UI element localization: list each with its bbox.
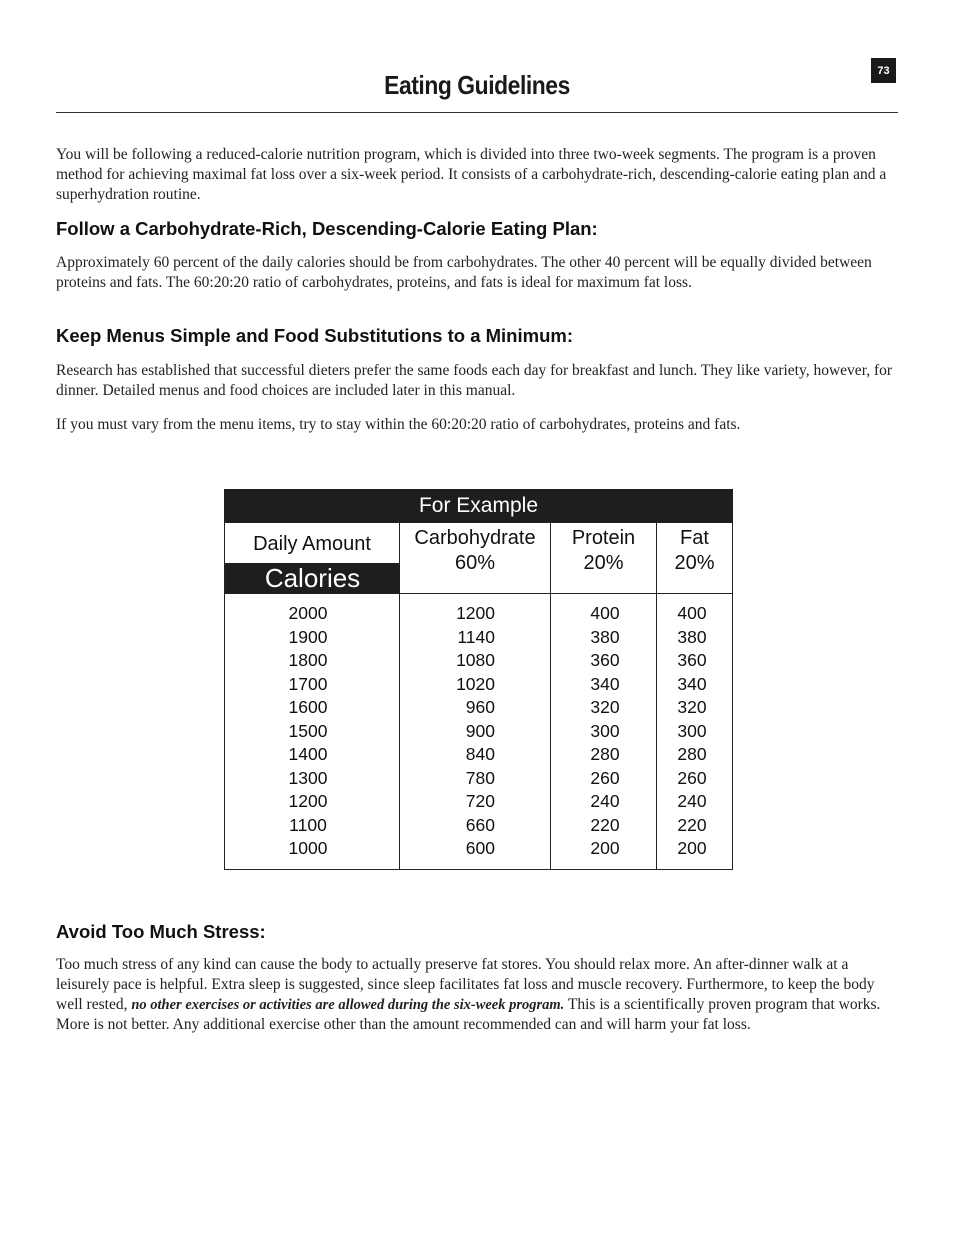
calories-column <box>283 602 333 861</box>
table-cell: 400 <box>590 603 620 623</box>
table-cell: 1800 <box>288 650 328 670</box>
carbohydrate-percent: 60% <box>454 552 496 574</box>
table-cell: 200 <box>677 838 707 858</box>
section-text-menus-ratio: If you must vary from the menu items, try to stay within the 60:20:20 ratio of carbohydrates, proteins and fats. <box>56 416 741 433</box>
table-cell: 1200 <box>456 603 495 623</box>
table-cell: 240 <box>677 791 707 811</box>
carbohydrate-label: Carbohydrate <box>414 527 536 549</box>
table-cell: 1080 <box>456 650 495 670</box>
table-cell: 720 <box>465 791 495 811</box>
column-header-fat <box>657 526 732 576</box>
table-cell: 1100 <box>289 814 327 835</box>
table-cell: 260 <box>677 767 707 788</box>
section-text-menus: Research has established that successful dieters prefer the same foods each day for breakfast and lunch. They like variety, however, for dinner. Detailed menus and food choices are included later in this manual. <box>56 362 893 399</box>
intro-paragraph: You will be following a reduced-calorie nutrition program, which is divided into three two-week segments. The program is a proven method for achieving maximal fat loss over a six-week period. It consists of a carbohydrate-rich, descending-calorie eating plan and a superhydration routine. <box>56 146 887 203</box>
stress-text-start: Too much stress of any kind can cause the body to actually preserve fat stores. You should relax more. An after-dinner walk at a leisurely pace is helpful. Extra sleep is suggested, since sleep facilitates fat loss and muscle recovery. Furthermore, to keep the body well rested, <box>56 956 875 1013</box>
page-title: Eating Guidelines <box>384 70 570 100</box>
table-cell: 2000 <box>288 603 328 623</box>
column-header-daily-amount: Daily Amount <box>253 533 371 555</box>
table-cell: 1000 <box>288 838 328 858</box>
table-cell: 1200 <box>288 791 328 811</box>
table-cell: 280 <box>590 744 620 764</box>
table-cell: 240 <box>590 791 620 811</box>
fat-percent: 20% <box>674 552 715 574</box>
table-cell: 300 <box>677 720 707 741</box>
fat-label: Fat <box>680 527 709 549</box>
table-cell: 1140 <box>457 626 495 647</box>
table-cell: 900 <box>465 720 495 741</box>
table-cell: 380 <box>677 626 707 647</box>
stress-text-end: This is a scientifically proven program that works. More is not better. Any additional exercise other than the amount recommended can and will harm your fat loss. <box>56 996 881 1033</box>
protein-label: Protein <box>571 527 636 549</box>
table-cell: 600 <box>465 838 495 858</box>
table-cell: 380 <box>590 626 620 647</box>
table-cell: 220 <box>590 814 620 835</box>
column-header-carbohydrate <box>400 526 550 576</box>
column-header-protein <box>551 526 656 576</box>
table-cell: 220 <box>677 814 707 835</box>
table-cell: 300 <box>590 720 620 741</box>
title-rule <box>56 112 898 113</box>
section-text-stress <box>56 955 898 1035</box>
protein-percent: 20% <box>583 552 624 574</box>
column-header-calories: Calories <box>225 563 400 593</box>
table-cell: 1700 <box>288 673 328 694</box>
table-body <box>224 523 733 870</box>
protein-column <box>580 602 630 861</box>
table-cell: 960 <box>465 697 495 717</box>
table-cell: 1400 <box>288 744 328 764</box>
table-cell: 1900 <box>288 626 328 647</box>
table-cell: 260 <box>590 767 620 788</box>
table-cell: 280 <box>677 744 707 764</box>
table-cell: 1300 <box>288 767 328 788</box>
table-cell: 660 <box>465 814 495 835</box>
table-cell: 360 <box>677 650 707 670</box>
section-heading-eating-plan: Follow a Carbohydrate-Rich, Descending-Calorie Eating Plan: <box>56 218 598 239</box>
table-cell: 320 <box>590 697 620 717</box>
table-cell: 1600 <box>288 697 328 717</box>
section-heading-stress: Avoid Too Much Stress: <box>56 921 266 942</box>
table-cell: 200 <box>590 838 620 858</box>
table-cell: 320 <box>677 697 707 717</box>
page-number: 73 <box>871 58 896 83</box>
table-cell: 340 <box>677 673 707 694</box>
carbohydrate-column <box>445 602 495 861</box>
table-cell: 400 <box>677 603 707 623</box>
table-cell: 360 <box>590 650 620 670</box>
fat-column <box>667 602 717 861</box>
table-cell: 1020 <box>456 673 495 694</box>
section-heading-menus: Keep Menus Simple and Food Substitutions to a Minimum: <box>56 325 573 346</box>
table-cell: 780 <box>465 767 495 788</box>
stress-text-emphasis: no other exercises or activities are allowed during the six-week program. <box>131 997 565 1013</box>
calorie-table <box>224 489 733 871</box>
table-cell: 1500 <box>288 720 328 741</box>
table-cell: 340 <box>590 673 620 694</box>
table-title: For Example <box>224 489 733 523</box>
section-text-eating-plan: Approximately 60 percent of the daily calories should be from carbohydrates. The other 40 percent will be equally divided between proteins and fats. The 60:20:20 ratio of carbohydrates, proteins, and fats is ideal for maximum fat loss. <box>56 254 872 291</box>
table-cell: 840 <box>465 744 495 764</box>
